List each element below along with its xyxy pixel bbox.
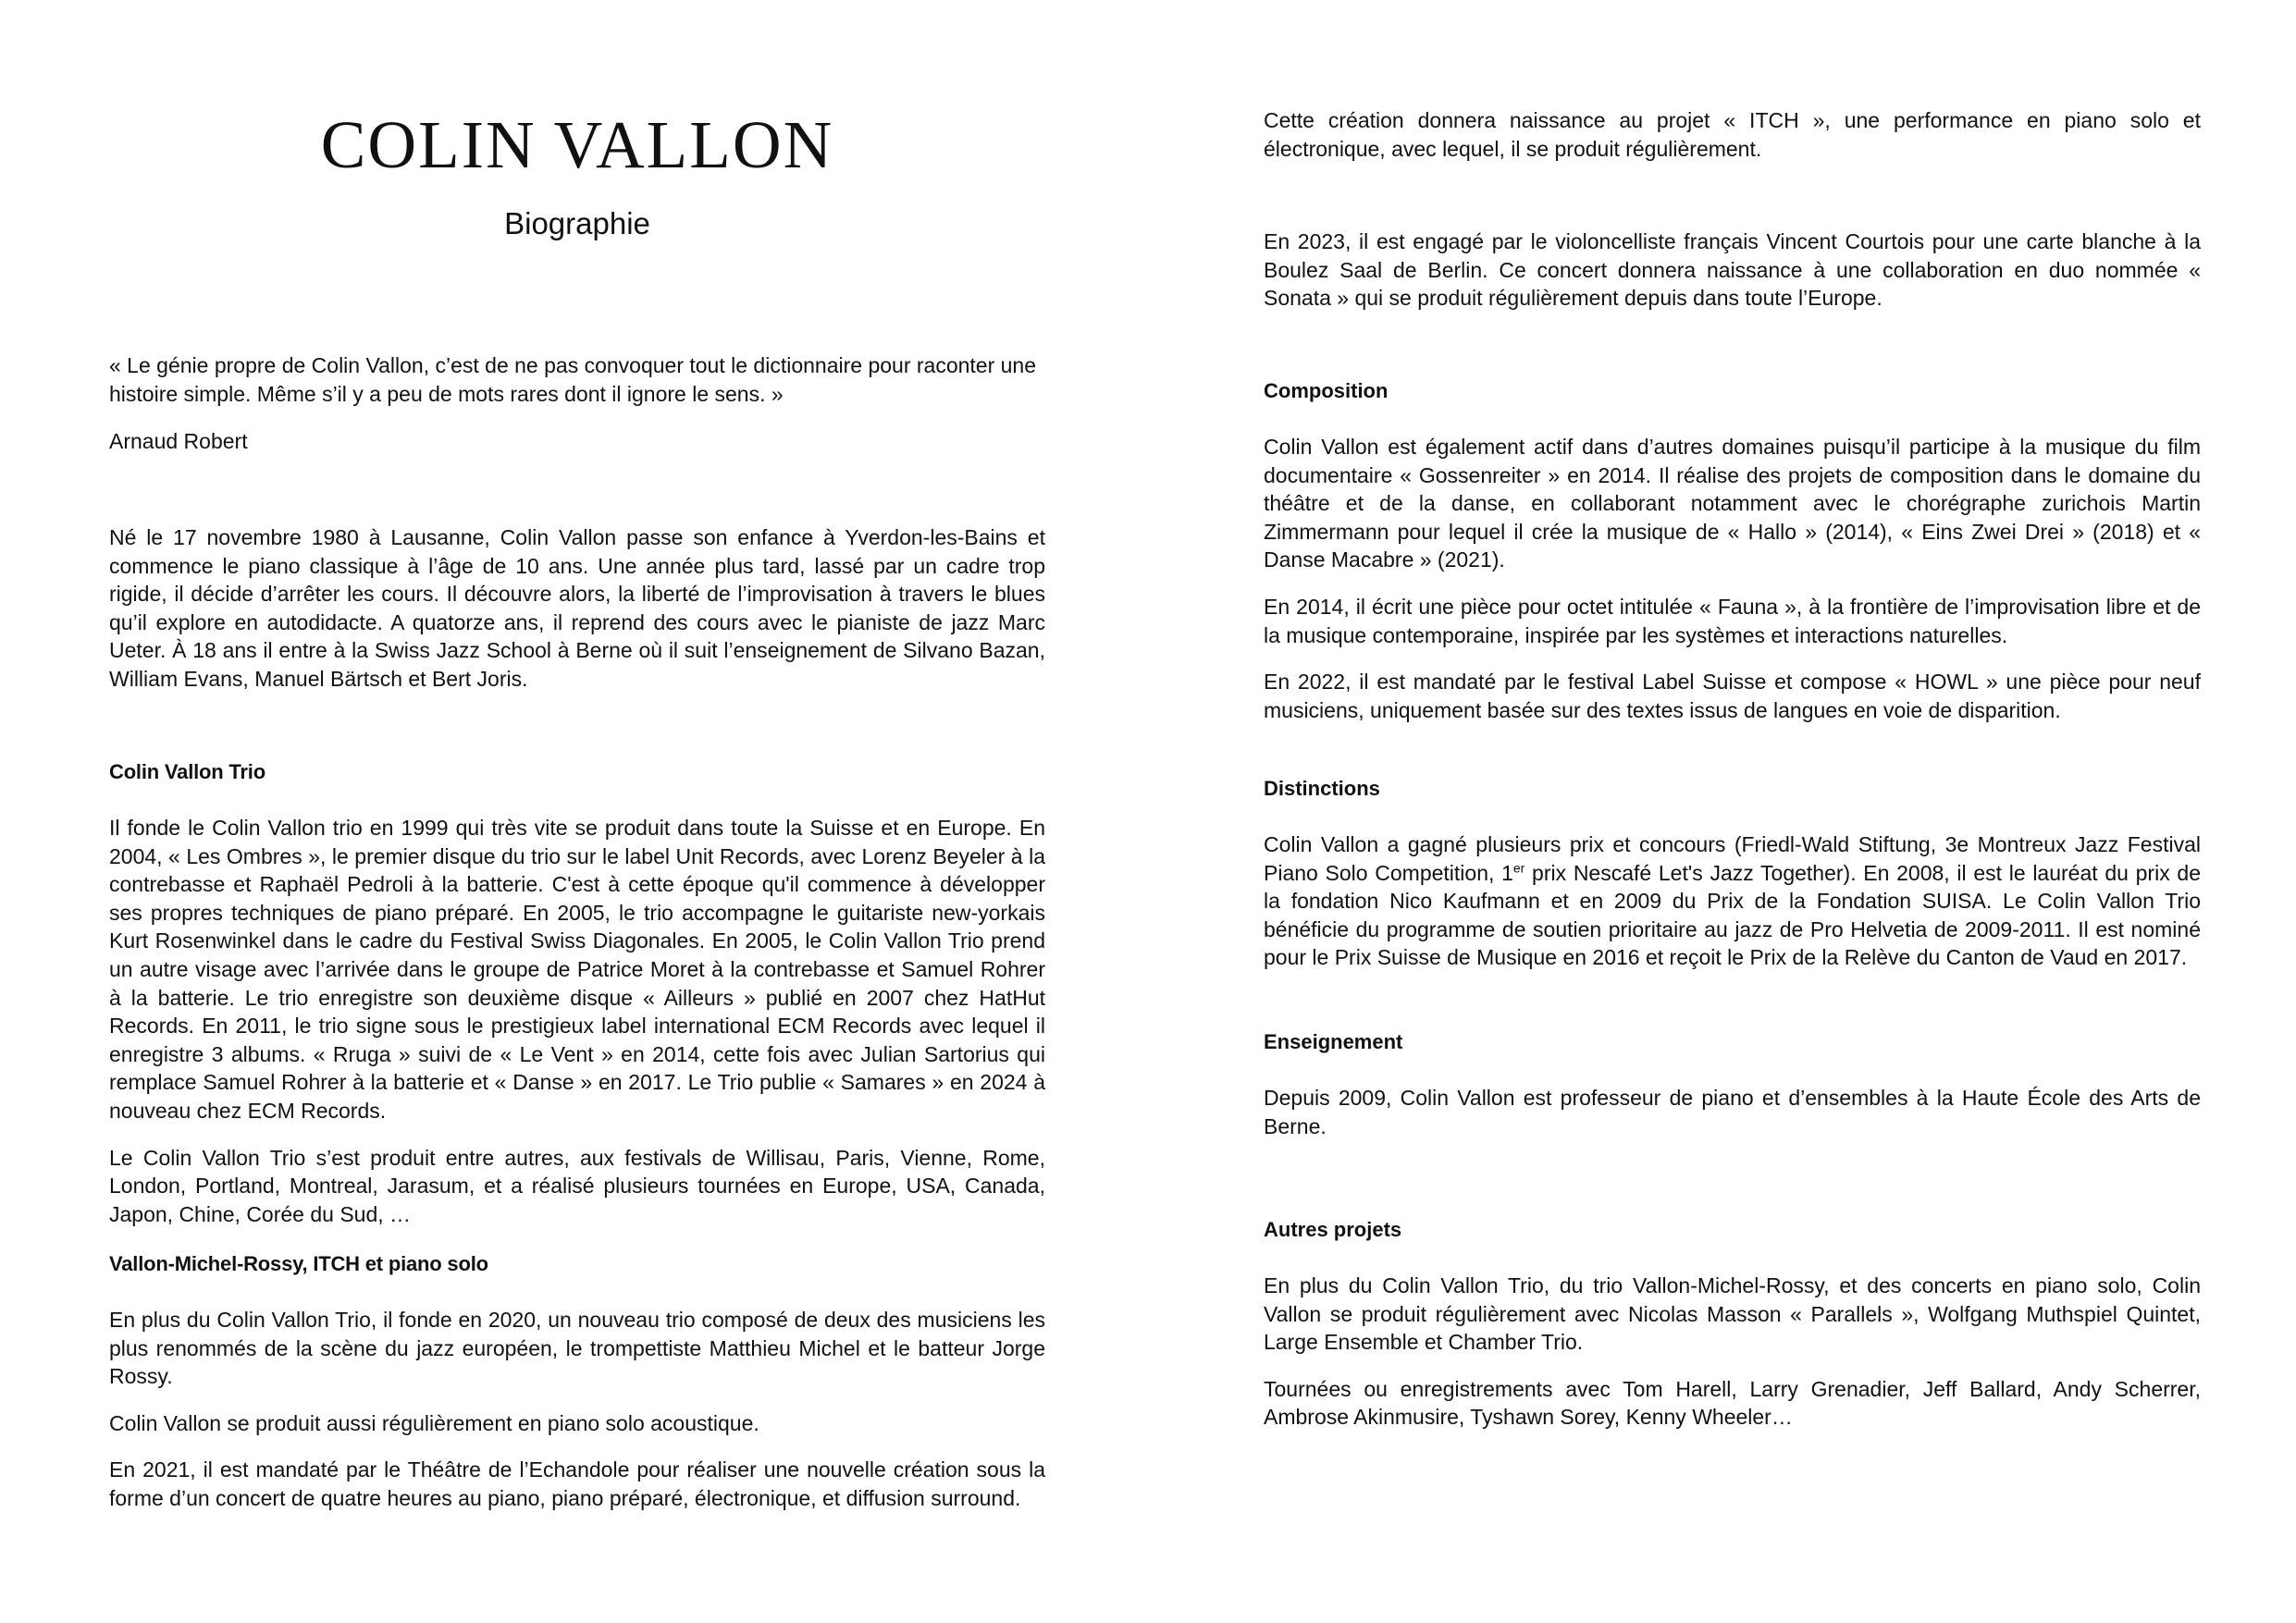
distinctions-text-1: Colin Vallon a gagné plusieurs prix et concours (Friedl-Wald Stiftung, 3e Montreux Jazz Festival Piano Solo Competition, 1 <box>1264 832 2201 885</box>
section-heading-other-projects: Autres projets <box>1264 1218 1402 1241</box>
section-heading-teaching: Enseignement <box>1264 1030 1403 1053</box>
vmr-paragraph-2: Colin Vallon se produit aussi régulièrement en piano solo acoustique. <box>109 1410 759 1435</box>
composition-section <box>1264 377 2201 724</box>
trio-section <box>109 758 1045 1228</box>
ordinal-superscript: er <box>1512 859 1525 875</box>
distinctions-section <box>1264 775 2201 972</box>
itch-paragraph-block <box>1264 106 2201 163</box>
vmr-paragraph-4: Cette création donnera naissance au projet « ITCH », une performance en piano solo et électronique, avec lequel, il se produit régulièrement. <box>1264 108 2201 161</box>
vmr-section <box>109 1250 1045 1513</box>
intro-section <box>109 523 1045 694</box>
epigraph <box>109 351 1045 456</box>
vmr-paragraph-5: En 2023, il est engagé par le violoncelliste français Vincent Courtois pour une carte blanche à la Boulez Saal de Berlin. Ce concert donnera naissance à une collaboration en duo nommée « Sonata » qui se produit régulièrement depuis dans toute l’Europe. <box>1264 229 2201 311</box>
vmr-paragraph-1: En plus du Colin Vallon Trio, il fonde en 2020, un nouveau trio composé de deux des musiciens les plus renommés de la scène du jazz européen, le trompettiste Matthieu Michel et le batteur Jorge Rossy. <box>109 1308 1045 1389</box>
intro-paragraph: Né le 17 novembre 1980 à Lausanne, Colin Vallon passe son enfance à Yverdon-les-Bains et commence le piano classique à l’âge de 10 ans. Une année plus tard, lassé par un cadre trop rigide, il décide d’arrêter les cours. Il découvre alors, la liberté de l’improvisation à travers le blues qu’il explore en autodidacte. A quatorze ans, il reprend des cours avec le pianiste de jazz Marc Ueter. À 18 ans il entre à la Swiss Jazz School à Berne où il suit l’enseignement de Silvano Bazan, William Evans, Manuel Bärtsch et Bert Joris. <box>109 525 1045 691</box>
quote-text: « Le génie propre de Colin Vallon, c’est de ne pas convoquer tout le dictionnaire pour raconter une histoire simple. Même s’il y a peu de mots rares dont il ignore le sens. » <box>109 353 1037 406</box>
page-title: COLIN VALLON <box>320 107 834 182</box>
section-heading-composition: Composition <box>1264 379 1389 402</box>
composition-paragraph-2: En 2014, il écrit une pièce pour octet intitulée « Fauna », à la frontière de l’improvisation libre et de la musique contemporaine, inspirée par les systèmes et interactions naturelles. <box>1264 594 2201 647</box>
composition-paragraph-3: En 2022, il est mandaté par le festival Label Suisse et compose « HOWL » une pièce pour neuf musiciens, uniquement basée sur des textes issus de langues en voie de disparition. <box>1264 670 2201 722</box>
section-heading-trio: Colin Vallon Trio <box>109 760 265 783</box>
section-heading-distinctions: Distinctions <box>1264 777 1380 800</box>
teaching-section <box>1264 1028 2201 1140</box>
teaching-paragraph: Depuis 2009, Colin Vallon est professeur de piano et d’ensembles à la Haute École des Arts de Berne. <box>1264 1086 2201 1138</box>
composition-paragraph-1: Colin Vallon est également actif dans d’autres domaines puisqu’il participe à la musique du film documentaire « Gossenreiter » en 2014. Il réalise des projets de composition dans le domaine du théâtre et de la danse, en collaborant notamment avec le chorégraphe zurichois Martin Zimmermann pour lequel il crée la musique de « Hallo » (2014), « Eins Zwei Drei » (2018) et « Danse Macabre » (2021). <box>1264 435 2201 572</box>
trio-paragraph-2: Le Colin Vallon Trio s’est produit entre autres, aux festivals de Willisau, Paris, Vienne, Rome, London, Portland, Montreal, Jarasum, et a réalisé plusieurs tournées en Europe, USA, Canada, Japon, Chine, Corée du Sud, … <box>109 1145 1045 1226</box>
other-paragraph-1: En plus du Colin Vallon Trio, du trio Vallon-Michel-Rossy, et des concerts en piano solo, Colin Vallon se produit régulièrement avec Nicolas Masson « Parallels », Wolfgang Muthspiel Quintet, Large Ensemble et Chamber Trio. <box>1264 1273 2201 1355</box>
sonata-paragraph-block <box>1264 227 2201 313</box>
distinctions-paragraph <box>1264 830 2201 972</box>
other-projects-section <box>1264 1216 2201 1432</box>
vmr-paragraph-3: En 2021, il est mandaté par le Théâtre de l’Echandole pour réaliser une nouvelle création sous la forme d’un concert de quatre heures au piano, piano préparé, électronique, et diffusion surround. <box>109 1457 1045 1510</box>
section-heading-vmr: Vallon-Michel-Rossy, ITCH et piano solo <box>109 1252 488 1275</box>
distinctions-text-2: prix Nescafé Let's Jazz Together). En 2008, il est le lauréat du prix de la fondation Nico Kaufmann et en 2009 du Prix de la Fondation SUISA. Le Colin Vallon Trio bénéficie du programme de soutien prioritaire au jazz de Pro Helvetia de 2009-2011. Il est nominé pour le Prix Suisse de Musique en 2016 et reçoit le Prix de la Relève du Canton de Vaud en 2017. <box>1264 860 2201 970</box>
other-paragraph-2: Tournées ou enregistrements avec Tom Harell, Larry Grenadier, Jeff Ballard, Andy Scherrer, Ambrose Akinmusire, Tyshawn Sorey, Kenny Wheeler… <box>1264 1376 2201 1430</box>
trio-paragraph-1: Il fonde le Colin Vallon trio en 1999 qui très vite se produit dans toute la Suisse et en Europe. En 2004, « Les Ombres », le premier disque du trio sur le label Unit Records, avec Lorenz Beyeler à la contrebasse et Raphaël Pedroli à la batterie. C'est à cette époque qu'il commence à développer ses propres techniques de piano préparé. En 2005, le trio accompagne le guitariste new-yorkais Kurt Rosenwinkel dans le cadre du Festival Swiss Diagonales. En 2005, le Colin Vallon Trio prend un autre visage avec l’arrivée dans le groupe de Patrice Moret à la contrebasse et Samuel Rohrer à la batterie. Le trio enregistre son deuxième disque « Ailleurs » publié en 2007 chez HatHut Records. En 2011, le trio signe sous le prestigieux label international ECM Records avec lequel il enregistre 3 albums. « Rruga » suivi de « Le Vent » en 2014, cette fois avec Julian Sartorius qui remplace Samuel Rohrer à la batterie et « Danse » en 2017. Le Trio publie « Samares » en 2024 à nouveau chez ECM Records. <box>109 816 1045 1123</box>
page-subtitle: Biographie <box>504 206 650 240</box>
quote-author: Arnaud Robert <box>109 429 248 454</box>
